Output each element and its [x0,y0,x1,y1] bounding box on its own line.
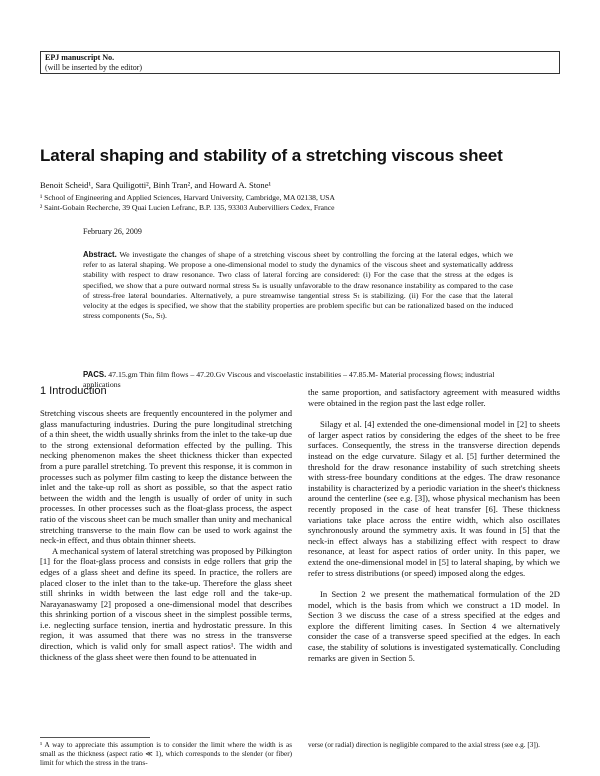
paragraph: In Section 2 we present the mathematical formulation of the 2D model, which is the basis from which we construct a 1D model. In Section 3 we discuss the case of a stress specified at the edges and explore the different limiting cases. In Section 4 we alternatively consider the case of a transverse speed specified at the edges. In each case, the stability of solutions is investigated systematically. Concluding remarks are given in Section 5. [308,589,560,663]
paragraph: the same proportion, and satisfactory agreement with measured widths were obtained in the region past the last edge roller. [308,387,560,408]
date: February 26, 2009 [83,227,142,236]
section-heading: 1 Introduction [40,385,107,397]
pacs-label: PACS. [83,370,107,379]
authors: Benoit Scheid¹, Sara Quiligotti², Binh Tran², and Howard A. Stone¹ [40,180,272,190]
paragraph: A mechanical system of lateral stretching was proposed by Pilkington [1] for the float-glass process and consists in edge rollers that grip the edges of a glass sheet and define its speed. In practice, the rollers are placed closer to the inlet than to the take-up. Therefore the glass sheet still shrinks in width between the last edge roll and the take-up. Narayanaswamy [2] proposed a one-dimensional model that describes this shrinking portion of a viscous sheet in the simplest possible terms, i.e. neglecting surface tension, inertia and hydrostatic pressure. In this region, it was assumed that there was no stress in the transverse direction, which is valid only for small aspect ratios¹. The width and thickness of the glass sheet were then found to be attenuated in [40,545,292,662]
footnote-right: verse (or radial) direction is negligible compared to the axial stress (see e.g. [3]). [308,741,540,749]
manuscript-line-1: EPJ manuscript No. [45,53,115,62]
manuscript-box [40,51,560,74]
footnote-rule [40,737,150,738]
abstract-label: Abstract. [83,250,117,259]
left-column [40,408,292,662]
right-column [308,387,560,663]
manuscript-line-2: (will be inserted by the editor) [45,63,143,72]
paper-title: Lateral shaping and stability of a stretching viscous sheet [40,146,503,165]
affiliation-2: ² Saint-Gobain Recherche, 39 Quai Lucien Lefranc, B.P. 135, 93303 Aubervilliers Cedex, France [40,203,335,212]
affiliation-1: ¹ School of Engineering and Applied Sciences, Harvard University, Cambridge, MA 02138, USA [40,193,335,202]
abstract [83,250,513,321]
paragraph: Stretching viscous sheets are frequently encountered in the polymer and glass manufacturing industries. During the pure longitudinal stretching of a thin sheet, the width usually shrinks from the inlet to the take-up due to the strong extensional deformation effected by the pulling. This necking phenomenon makes the sheet thickness thicker than expected from a pure parallel stretching. To prevent this response, it is common in processes such as polymer film casting to keep the distance between the inlet and the take-up roll as short as possible, so that the aspect ratio between the width and the length is usually of order of unity in such processes. In other processes such as the float-glass process, the aspect ratio of the viscous sheet can be much smaller than unity and mechanical stretching transverse to the main flow can be used to work against the neck-in effect, and thus obtain thinner sheets. [40,408,292,546]
footnote-left: ¹ A way to appreciate this assumption is to consider the limit where the width is as small as the thickness (aspect ratio ≪ 1), which corresponds to the slender (or fiber) limit for which the stress in the trans- [40,741,292,767]
pacs-text: 47.15.gm Thin film flows – 47.20.Gv Viscous and viscoelastic instabilities – 47.85.M- Material processing flows; industrial applications [83,370,495,390]
abstract-text: We investigate the changes of shape of a stretching viscous sheet by controlling the forcing at the lateral edges, which we refer to as lateral shaping. We propose a one-dimensional model to study the dynamics of the viscous sheet and systematically address stability with respect to draw resonance. Two class of lateral forcing are considered: (i) For the case that the stress at the edges is specified, we show that a pure outward normal stress Sₙ is usually unfavorable to the draw resonance instability as compared to the case of stress-free lateral boundaries. Alternatively, a pure streamwise tangential stress Sₜ is stabilizing. (ii) For the case that the lateral velocity at the edges is specified, we show that the stability properties are problem specific but can be rationalized based on the induced stress components (Sₙ, Sₜ). [83,250,514,321]
paragraph: Silagy et al. [4] extended the one-dimensional model in [2] to sheets of larger aspect ratios by considering the edges of the sheet to be free surfaces. Consequently, the stress in the transverse direction depends instead on the edge curvature. Silagy et al. [5] further determined the threshold for the draw resonance instability of such stretching sheets with stress-free boundary conditions at the edges. The draw resonance instability is characterized by a periodic variation in the sheet's thickness around the centerline (see e.g. [3]), whose physical mechanism has been recently proposed in the case of heat transfer [6]. These thickness variations take place across the entire width, which also oscillates synchronously around the symmetry axis. It was found in [5] that the neck-in effect always has a stabilizing effect with respect to draw resonance, at least for aspect ratios of order unity. In this paper, we extend the one-dimensional model in [5] to lateral shaping, by which we refer to stress distributions (or speed) imposed along the edges. [308,419,560,578]
